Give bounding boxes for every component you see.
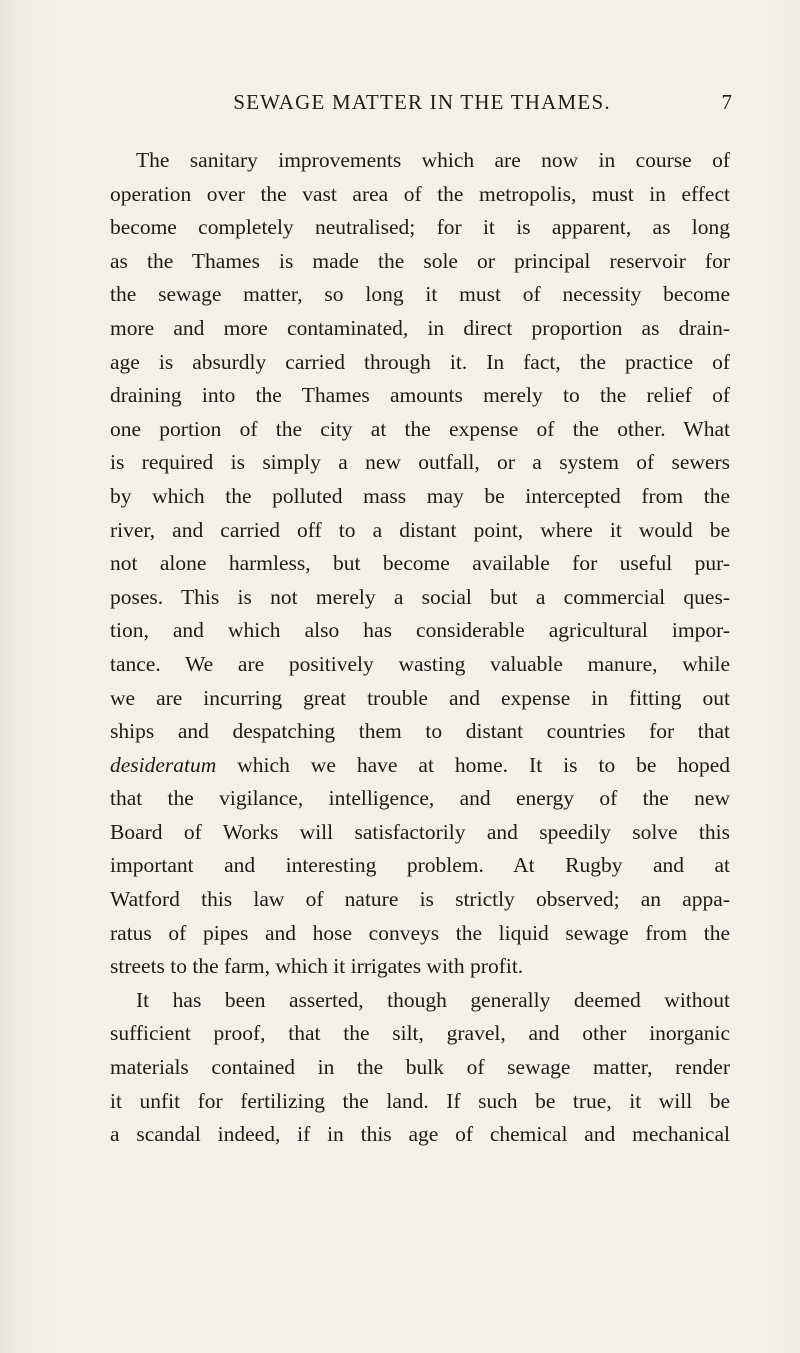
text-line: operation over the vast area of the metropolis, must in effect: [110, 181, 730, 206]
text-line: Watford this law of nature is strictly observed; an appa-: [110, 887, 730, 912]
text-line: as the Thames is made the sole or principal reservoir for: [110, 248, 730, 273]
text-line: not alone harmless, but become available for useful pur-: [110, 551, 730, 576]
text-line: materials contained in the bulk of sewage matter, render: [110, 1055, 730, 1080]
line-rest: which we have at home. It is to be hoped: [216, 752, 730, 777]
text-line: important and interesting problem. At Rugby and at: [110, 853, 730, 878]
page-header: [112, 90, 732, 124]
text-line: the sewage matter, so long it must of necessity become: [110, 282, 730, 307]
text-line: one portion of the city at the expense of the other. What: [110, 416, 730, 441]
text-line: by which the polluted mass may be intercepted from the: [110, 483, 730, 508]
body-text: [110, 144, 730, 1152]
text-line: that the vigilance, intelligence, and energy of the new: [110, 786, 730, 811]
text-line: The sanitary improvements which are now in course of: [136, 148, 730, 172]
text-line: it unfit for fertilizing the land. If such be true, it will be: [110, 1088, 730, 1113]
text-line: sufficient proof, that the silt, gravel, and other inorganic: [110, 1021, 730, 1046]
text-line: age is absurdly carried through it. In fact, the practice of: [110, 349, 730, 374]
page-number: 7: [721, 90, 732, 114]
text-line: river, and carried off to a distant point, where it would be: [110, 517, 730, 542]
text-line: tance. We are positively wasting valuable manure, while: [110, 651, 730, 676]
text-line: become completely neutralised; for it is apparent, as long: [110, 215, 730, 240]
text-line: Board of Works will satisfactorily and speedily solve this: [110, 819, 730, 844]
text-line: streets to the farm, which it irrigates with profit.: [110, 954, 524, 979]
text-line: ships and despatching them to distant countries for that: [110, 719, 730, 744]
text-line: a scandal indeed, if in this age of chemical and mechanical: [110, 1122, 730, 1147]
text-line: is required is simply a new outfall, or a system of sewers: [110, 450, 730, 475]
text-line: poses. This is not merely a social but a commercial ques-: [110, 584, 730, 609]
text-line: more and more contaminated, in direct proportion as drain-: [110, 315, 730, 340]
italic-word: desideratum: [110, 752, 217, 777]
text-line: tion, and which also has considerable agricultural impor-: [110, 618, 730, 643]
text-line: ratus of pipes and hose conveys the liquid sewage from the: [110, 920, 730, 945]
text-line: It has been asserted, though generally deemed without: [136, 987, 730, 1012]
text-line: draining into the Thames amounts merely to the relief of: [110, 383, 730, 408]
running-head: SEWAGE MATTER IN THE THAMES.: [233, 90, 611, 114]
text-line: we are incurring great trouble and expense in fitting out: [110, 685, 730, 710]
text-line-with-italic: [110, 749, 730, 783]
